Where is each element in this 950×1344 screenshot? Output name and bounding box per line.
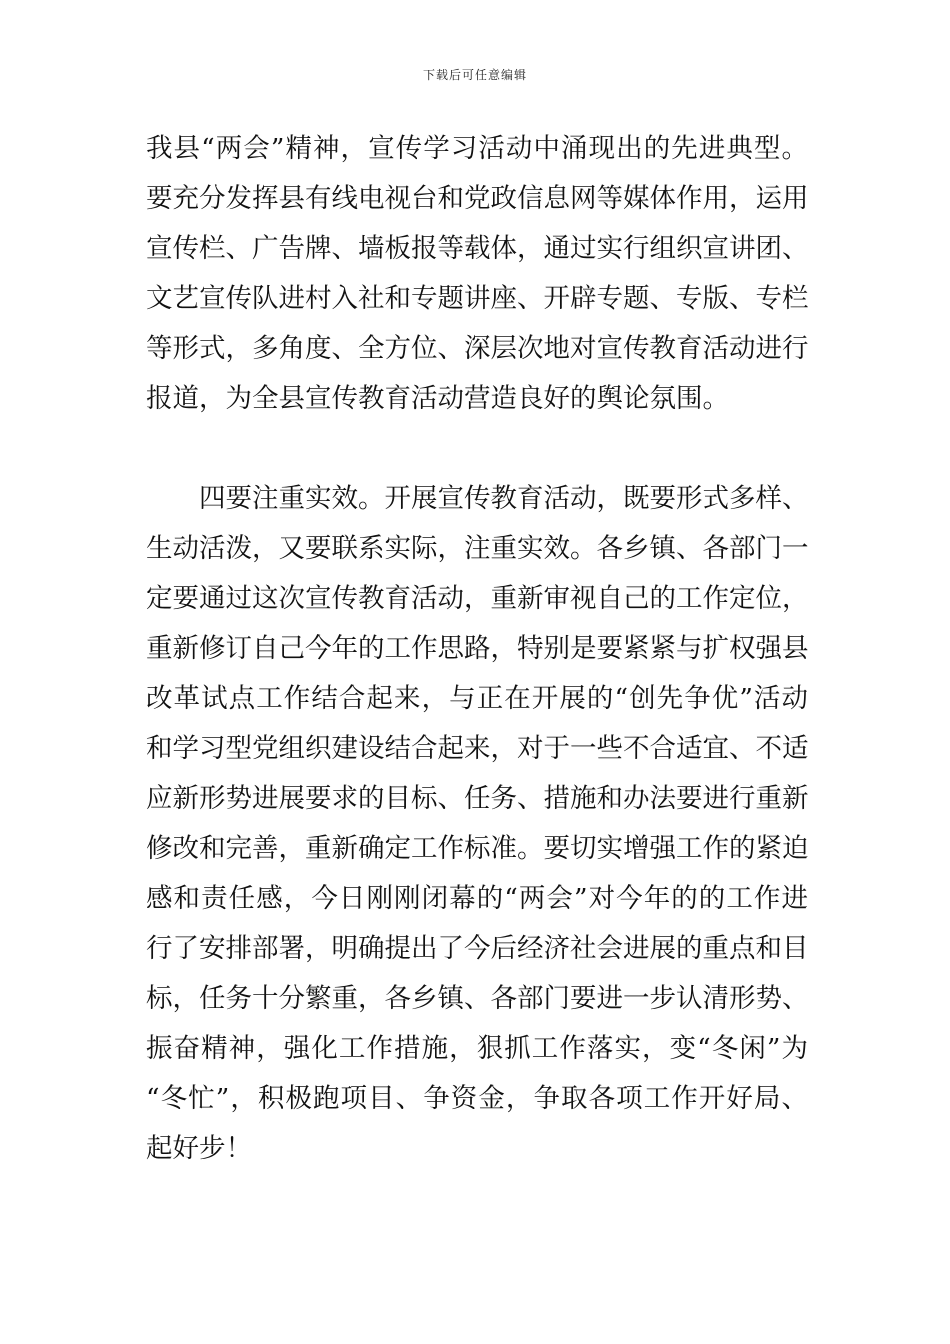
paragraph-line: 宣传栏、广告牌、墙板报等载体，通过实行组织宣讲团、 bbox=[146, 233, 808, 264]
paragraph-line: 振奋精神，强化工作措施，狠抓工作落实，变“冬闲”为 bbox=[146, 1033, 808, 1064]
paragraph-line: 修改和完善，重新确定工作标准。要切实增强工作的紧迫 bbox=[146, 833, 808, 864]
paragraph-line: 改革试点工作结合起来，与正在开展的“创先争优”活动 bbox=[146, 683, 808, 714]
paragraph-line: 和学习型党组织建设结合起来，对于一些不合适宜、不适 bbox=[146, 733, 808, 764]
paragraph-1 bbox=[146, 124, 808, 424]
paragraph-line: 四要注重实效。开展宣传教育活动，既要形式多样、 bbox=[146, 483, 808, 514]
paragraph-line: 文艺宣传队进村入社和专题讲座、开辟专题、专版、专栏 bbox=[146, 283, 808, 314]
page-header-note: 下载后可任意编辑 bbox=[422, 68, 527, 82]
paragraph-line: 要充分发挥县有线电视台和党政信息网等媒体作用，运用 bbox=[146, 183, 808, 214]
paragraph-line: 应新形势进展要求的目标、任务、措施和办法要进行重新 bbox=[146, 783, 808, 814]
paragraph-line: 等形式，多角度、全方位、深层次地对宣传教育活动进行 bbox=[146, 333, 808, 364]
paragraph-line: 行了安排部署，明确提出了今后经济社会进展的重点和目 bbox=[146, 933, 808, 964]
paragraph-line: 重新修订自己今年的工作思路，特别是要紧紧与扩权强县 bbox=[146, 633, 808, 664]
paragraph-line: 我县“两会”精神，宣传学习活动中涌现出的先进典型。 bbox=[146, 133, 808, 164]
paragraph-line: 报道，为全县宣传教育活动营造良好的舆论氛围。 bbox=[146, 383, 729, 414]
paragraph-line: “冬忙”，积极跑项目、争资金，争取各项工作开好局、 bbox=[146, 1083, 808, 1114]
paragraph-line: 标，任务十分繁重，各乡镇、各部门要进一步认清形势、 bbox=[146, 983, 808, 1014]
paragraph-line: 生动活泼，又要联系实际，注重实效。各乡镇、各部门一 bbox=[146, 533, 808, 564]
paragraph-line: 定要通过这次宣传教育活动，重新审视自己的工作定位， bbox=[146, 583, 808, 614]
paragraph-line: 起好步！ bbox=[146, 1133, 252, 1164]
paragraph-line: 感和责任感，今日刚刚闭幕的“两会”对今年的的工作进 bbox=[146, 883, 808, 914]
paragraph-2 bbox=[146, 474, 808, 1174]
